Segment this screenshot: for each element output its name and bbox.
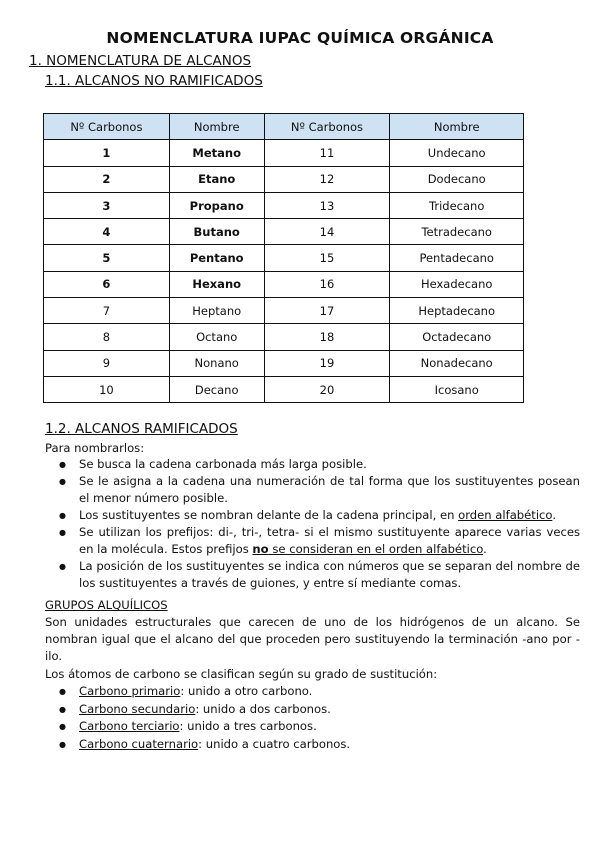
table-cell: 7: [44, 298, 170, 324]
table-cell: Heptano: [169, 298, 264, 324]
table-cell: 6: [44, 271, 170, 297]
table-cell: Nonadecano: [390, 350, 524, 376]
alkanes-table: [43, 113, 524, 403]
carbon-type-term: Carbono cuaternario: [79, 736, 199, 751]
table-cell: Propano: [169, 192, 264, 218]
table-cell: Octadecano: [390, 324, 524, 350]
carbon-type-desc: : unido a cuatro carbonos.: [198, 736, 351, 751]
table-cell: Octano: [169, 324, 264, 350]
list-item: [45, 558, 580, 592]
carbon-type-desc: : unido a otro carbono.: [180, 684, 313, 698]
page-title: NOMENCLATURA IUPAC QUÍMICA ORGÁNICA: [106, 29, 494, 47]
table-row: [44, 324, 524, 350]
table-cell: Heptadecano: [390, 298, 524, 324]
table-row: [44, 376, 524, 402]
list-item: [45, 683, 580, 701]
table-cell: 13: [264, 192, 390, 218]
subsection-heading-no-ramificados: 1.1. ALCANOS NO RAMIFICADOS: [45, 73, 263, 89]
table-header: Nº Carbonos: [44, 114, 170, 140]
rule-text: Se le asigna a la cadena una numeración de tal forma que los sustituyentes posean el menor número posible.: [79, 474, 580, 505]
table-cell: 16: [264, 271, 390, 297]
table-cell: 12: [264, 166, 390, 192]
table-header-row: [44, 114, 524, 140]
list-item: [45, 524, 580, 558]
carbon-type-desc: : unido a dos carbonos.: [195, 701, 331, 716]
table-cell: 14: [264, 219, 390, 245]
table-cell: Tetradecano: [390, 219, 524, 245]
table-cell: 17: [264, 298, 390, 324]
table-cell: 20: [264, 376, 390, 402]
table-cell: Decano: [169, 376, 264, 402]
table-cell: 10: [44, 376, 170, 402]
table-header: Nombre: [390, 114, 524, 140]
rule-text: Se utilizan los prefijos: di-, tri-, tetra- si el mismo sustituyente aparece varias veces en la molécula. Estos prefijos: [79, 525, 580, 556]
subsection-heading-ramificados: 1.2. ALCANOS RAMIFICADOS: [45, 421, 238, 437]
grupos-alquilicos-heading: GRUPOS ALQUÍLICOS: [45, 598, 168, 612]
table-header: Nombre: [169, 114, 264, 140]
table-cell: 19: [264, 350, 390, 376]
carbon-type-term: Carbono primario: [79, 684, 181, 698]
underlined-term: orden alfabético: [458, 508, 553, 522]
table-cell: 9: [44, 350, 170, 376]
table-cell: Etano: [169, 166, 264, 192]
list-item: [45, 736, 580, 754]
table-cell: Metano: [169, 140, 264, 166]
naming-rules-list: [45, 456, 580, 592]
list-item: [45, 473, 580, 507]
table-cell: 8: [44, 324, 170, 350]
emphasis-no: no: [252, 542, 269, 556]
table-row: [44, 219, 524, 245]
carbon-type-term: Carbono terciario: [79, 719, 180, 733]
rule-text: La posición de los sustituyentes se indica con números que se separan del nombre de los sustituyentes a través de guiones, y entre sí mediante comas.: [79, 559, 580, 590]
grupos-alquilicos-text: Son unidades estructurales que carecen de uno de los hidrógenos de un alcano. Se nombran igual que el alcano del que proceden pero sustituyendo la terminación -ano por -ilo.: [45, 615, 580, 663]
table-cell: Tridecano: [390, 192, 524, 218]
table-cell: 15: [264, 245, 390, 271]
carbon-type-desc: : unido a tres carbonos.: [179, 719, 317, 733]
list-item: [45, 718, 580, 736]
table-row: [44, 166, 524, 192]
table-cell: 2: [44, 166, 170, 192]
table-header: Nº Carbonos: [264, 114, 390, 140]
list-item: [45, 507, 580, 524]
table-cell: Icosano: [390, 376, 524, 402]
carbon-type-term: Carbono secundario: [79, 701, 196, 716]
carbon-types-list: [45, 683, 580, 753]
table-cell: Hexano: [169, 271, 264, 297]
table-row: [44, 140, 524, 166]
table-cell: Undecano: [390, 140, 524, 166]
rule-text: Se busca la cadena carbonada más larga posible.: [79, 457, 367, 471]
list-item: [45, 456, 580, 473]
table-cell: 4: [44, 219, 170, 245]
table-cell: Dodecano: [390, 166, 524, 192]
rule-text: .: [483, 542, 487, 556]
underlined-term: se consideran en el orden alfabético: [268, 542, 484, 556]
table-cell: Butano: [169, 219, 264, 245]
table-cell: 18: [264, 324, 390, 350]
table-row: [44, 271, 524, 297]
list-item: [45, 701, 580, 719]
table-cell: 3: [44, 192, 170, 218]
table-cell: Pentadecano: [390, 245, 524, 271]
clasificacion-intro: Los átomos de carbono se clasifican según su grado de sustitución:: [45, 667, 438, 681]
table-row: [44, 245, 524, 271]
section-heading-alcanos: 1. NOMENCLATURA DE ALCANOS: [29, 53, 252, 69]
table-cell: 1: [44, 140, 170, 166]
table-cell: 11: [264, 140, 390, 166]
table-row: [44, 298, 524, 324]
table-cell: Nonano: [169, 350, 264, 376]
rule-text: .: [552, 508, 557, 522]
table-row: [44, 350, 524, 376]
table-cell: Hexadecano: [390, 271, 524, 297]
table-row: [44, 192, 524, 218]
rule-text: Los sustituyentes se nombran delante de la cadena principal, en: [79, 508, 459, 522]
intro-text: Para nombrarlos:: [45, 441, 145, 455]
table-cell: 5: [44, 245, 170, 271]
table-cell: Pentano: [169, 245, 264, 271]
